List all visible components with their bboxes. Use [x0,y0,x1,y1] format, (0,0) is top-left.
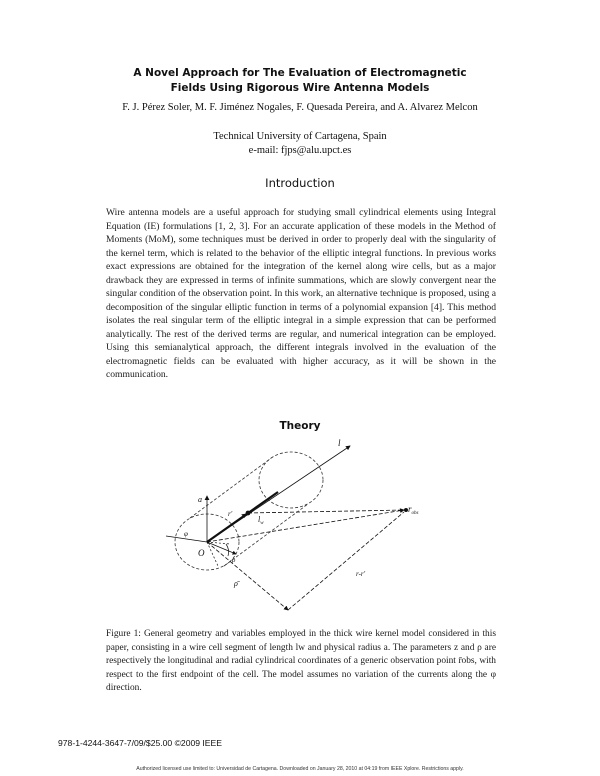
label-rhobar: ρ̄ [234,579,238,588]
wire-geometry-figure [160,432,460,622]
observation-vector [207,510,404,542]
title-line-2: Fields Using Rigorous Wire Antenna Models [170,82,430,94]
label-a: a [198,495,202,504]
license-footer: Authorized licensed use limited to: Universidad de Cartagena. Downloaded on January 28, 2010 at 04:19 from IEEE Xplore. Restrictions apply. [136,766,464,772]
label-lw: $l_w$ [258,515,264,526]
isbn-line: 978-1-4244-3647-7/09/$25.00 ©2009 IEEE [58,738,223,748]
paper-title [0,66,600,96]
intro-paragraph: Wire antenna models are a useful approach for studying small cylindrical elements using Integral Equation (IE) formulations [1, 2, 3]. For an accurate application of these models in the Method of Moments (MoM), some techniques must be derived in order to properly deal with the singularity of the kernel term, which is related to the behavior of the elliptic integral functions. In previous works exact expressions are obtained for the integration of the kernel along wire cells, but as a major drawback they are expressed in terms of infinite summations, which are slowly convergent near the singular condition of the observation point. In this work, an alternative technique is proposed, using a decomposition of the singular elliptic function in terms of a polynomial expansion [4]. This method isolates the real singular term of the elliptic integral in a simple expression that can be performed analytically. The rest of the derived terms are regular, and numerical integration can be employed. Using this semianalytical approach, the different integrals involved in the evaluation of the electromagnetic fields can be evaluated with higher accuracy, as it will be shown in the communication. [106,207,496,380]
label-rho: ρ [232,556,236,564]
figure-caption: Figure 1: General geometry and variables employed in the thick wire kernel model considered in this paper, consisting in a wire cell segment of length lw and physical radius a. The parameters z and ρ are respectively the longitudinal and radial cylindrical coordinates of a generic observation point r̄obs, with respect to the first endpoint of the cell. The model assumes no variation of the currents along the φ direction. [106,629,496,693]
label-l: l [338,438,341,448]
author-list: F. J. Pérez Soler, M. F. Jiménez Nogales, F. Quesada Pereira, and A. Alvarez Melcon [122,102,478,113]
label-rprime: r' [228,510,233,518]
affiliation: Technical University of Cartagena, Spain [213,131,387,142]
email: e-mail: fjps@alu.upct.es [248,145,352,156]
theory-heading: Theory [279,420,321,432]
title-line-1: A Novel Approach for The Evaluation of Electromagnetic [133,67,467,79]
label-O: O [198,548,205,558]
label-r-minus-rprime: r-r' [356,570,366,578]
intro-heading: Introduction [265,176,335,190]
label-phi: φ [184,530,188,538]
label-robs: $r_{obs}$ [408,504,419,516]
